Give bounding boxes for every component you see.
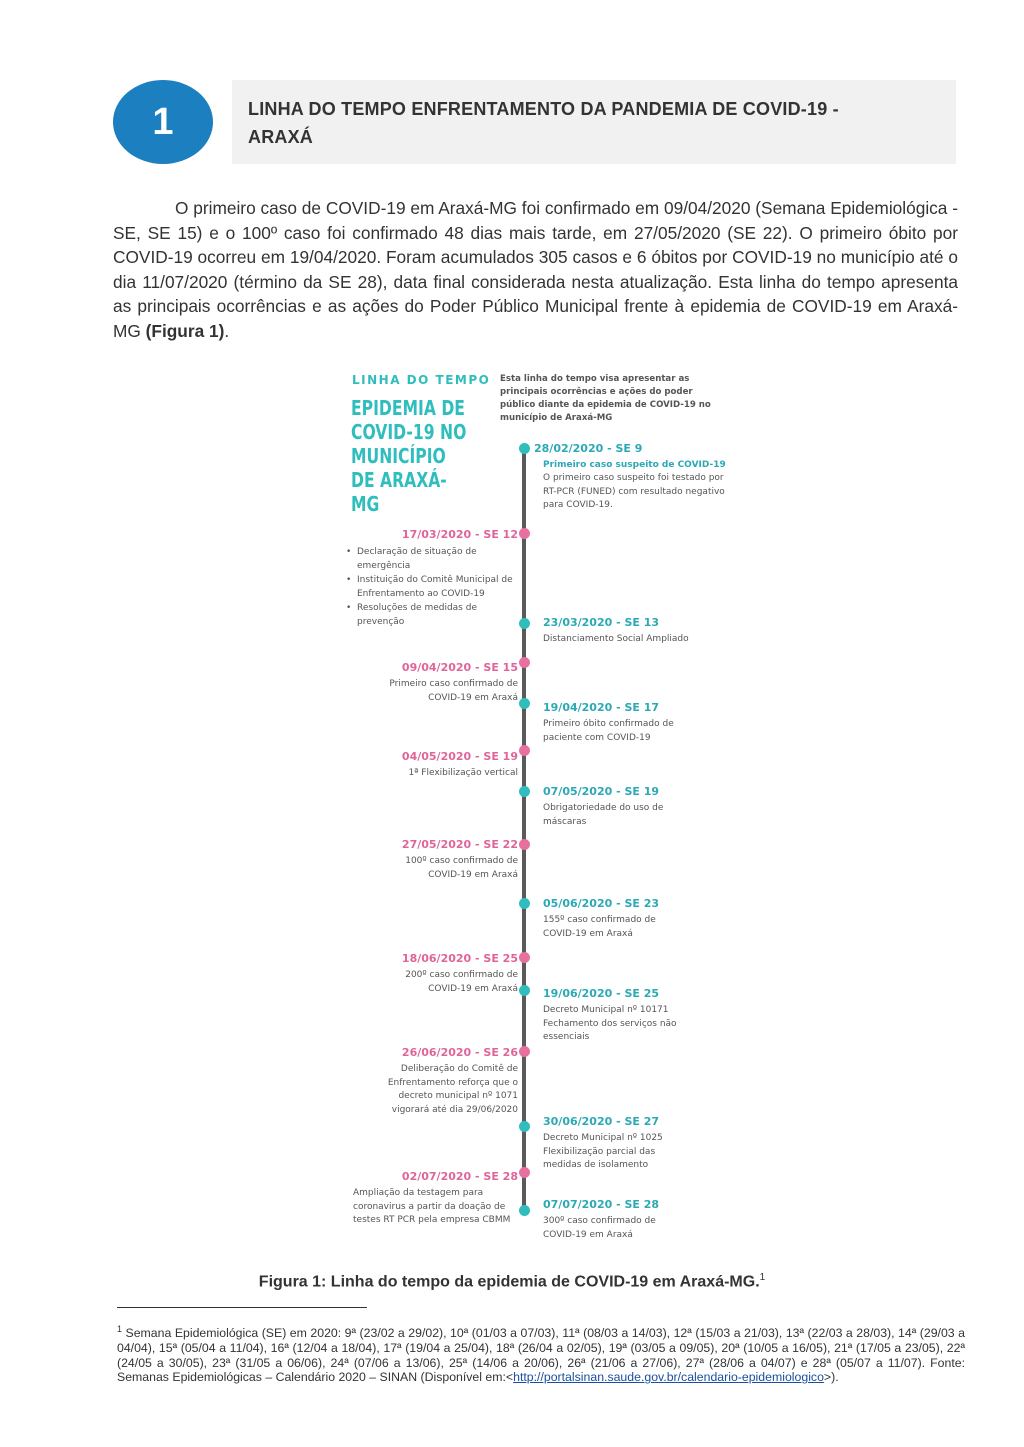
event-date: 27/05/2020 - SE 22: [401, 838, 518, 851]
event-date: 04/05/2020 - SE 19: [401, 750, 518, 763]
timeline-event: [534, 616, 734, 647]
timeline-event: [368, 1046, 518, 1117]
event-bullet: • Declaração de situação de emergência: [343, 545, 518, 573]
timeline-event: [338, 750, 518, 781]
figure-reference: (Figura 1): [145, 320, 225, 341]
event-text: Deliberação do Comitê de Enfrentamento reforça que o decreto municipal nº 1071 vigorará até dia 29/06/2020: [387, 1064, 518, 1115]
timeline-event: [534, 987, 689, 1045]
timeline-dot: [519, 698, 530, 709]
timeline-dot: [519, 528, 530, 539]
event-text: 300º caso confirmado de COVID-19 em Araxá: [543, 1216, 656, 1240]
event-date: 26/06/2020 - SE 26: [401, 1046, 518, 1059]
timeline-event: [534, 897, 674, 941]
event-text: Decreto Municipal nº 1025 Flexibilização parcial das medidas de isolamento: [543, 1133, 663, 1170]
timeline-dot: [519, 618, 530, 629]
event-date: 30/06/2020 - SE 27: [543, 1115, 660, 1128]
figure-caption: [0, 1272, 1024, 1291]
footnote-marker: 1: [759, 1272, 766, 1283]
timeline-dot: [519, 1205, 530, 1216]
event-text: 200º caso confirmado de COVID-19 em Araxá: [405, 970, 518, 994]
intro-paragraph: [113, 196, 958, 344]
event-date: 17/03/2020 - SE 12: [401, 528, 518, 541]
intro-text: O primeiro caso de COVID-19 em Araxá-MG foi confirmado em 09/04/2020 (Semana Epidemiológica - SE, SE 15) e o 100º caso foi confirmado 48 dias mais tarde, em 27/05/2020 (SE 22). O primeiro óbito por COVID-19 ocorreu em 19/04/2020. Foram acumulados 305 casos e 6 óbitos por COVID-19 no município até o dia 11/07/2020 (término da SE 28), data final considerada nesta atualização. Esta linha do tempo apresenta as principais ocorrências e as ações do Poder Público Municipal frente à epidemia de COVID-19 em Araxá-MG: [113, 198, 958, 341]
event-text: O primeiro caso suspeito foi testado por RT-PCR (FUNED) com resultado negativo para COVID-19.: [543, 473, 725, 510]
timeline-event: [388, 952, 518, 996]
timeline-axis: [522, 448, 526, 1212]
timeline-event: [353, 1170, 518, 1228]
footnote: [117, 1322, 965, 1385]
footnote-end: >).: [823, 1370, 839, 1385]
section-title-line2: ARAXÁ: [248, 127, 314, 147]
event-date: 19/06/2020 - SE 25: [543, 987, 660, 1000]
timeline-dot: [519, 1167, 530, 1178]
event-date: 19/04/2020 - SE 17: [543, 701, 660, 714]
timeline-event: [534, 442, 734, 513]
event-text: Primeiro caso confirmado de COVID-19 em Araxá: [389, 679, 518, 703]
caption-text: Figura 1: Linha do tempo da epidemia de COVID-19 em Araxá-MG.: [258, 1273, 760, 1291]
timeline-event: [534, 701, 694, 745]
timeline-event: [388, 838, 518, 882]
timeline-dot: [519, 898, 530, 909]
timeline-dot: [519, 786, 530, 797]
timeline-dot: [519, 657, 530, 668]
event-date: 05/06/2020 - SE 23: [543, 897, 660, 910]
event-text: Obrigatoriedade do uso de máscaras: [543, 803, 664, 827]
timeline-event: [343, 528, 518, 629]
section-title-line1: LINHA DO TEMPO ENFRENTAMENTO DA PANDEMIA DE COVID-19 -: [248, 99, 839, 119]
event-text: Ampliação da testagem para coronavirus a partir da doação de testes RT PCR pela empresa CBMM: [353, 1188, 511, 1225]
event-text: Distanciamento Social Ampliado: [543, 634, 689, 644]
event-date: 18/06/2020 - SE 25: [401, 952, 518, 965]
timeline-dot: [519, 443, 530, 454]
event-text: 155º caso confirmado de COVID-19 em Araxá: [543, 915, 656, 939]
event-bullet: • Instituição do Comitê Municipal de Enfrentamento ao COVID-19: [343, 573, 518, 601]
event-date: 23/03/2020 - SE 13: [543, 616, 660, 629]
timeline-dot: [519, 1121, 530, 1132]
footnote-divider: [117, 1307, 367, 1308]
event-text: Primeiro óbito confirmado de paciente com COVID-19: [543, 719, 674, 743]
timeline-dot: [519, 1046, 530, 1057]
timeline-dot: [519, 985, 530, 996]
intro-end: .: [224, 320, 230, 341]
timeline-kicker: LINHA DO TEMPO: [352, 373, 491, 387]
event-date: 02/07/2020 - SE 28: [401, 1170, 518, 1183]
event-date: 07/07/2020 - SE 28: [543, 1198, 660, 1211]
timeline-event: [368, 661, 518, 705]
section-number-badge: [113, 80, 213, 164]
event-date: 28/02/2020 - SE 9: [534, 442, 643, 455]
event-date: 09/04/2020 - SE 15: [401, 661, 518, 674]
event-text: 1ª Flexibilização vertical: [408, 768, 518, 778]
footnote-text: Semana Epidemiológica (SE) em 2020: 9ª (23/02 a 29/02), 10ª (01/03 a 07/03), 11ª (08/03 a 14/03), 12ª (15/03 a 21/03), 13ª (22/03 a 28/03), 14ª (29/03 a 04/04), 15ª (05/04 a 11/04), 16ª (12/04 a 18/04), 17ª (19/04 a 25/04), 18ª (26/04 a 02/05), 19ª (03/05 a 09/05), 20ª (10/05 a 16/05), 21ª (17/05 a 23/05), 22ª (24/05 a 30/05), 23ª (31/05 a 06/06), 24ª (07/06 a 13/06), 25ª (14/06 a 20/06), 26ª (21/06 a 27/06), 27ª (28/06 a 04/07) e 28ª (05/07 a 11/07). Fonte: Semanas Epidemiológicas – Calendário 2020 – SINAN (Disponível em:<: [117, 1326, 965, 1385]
event-text: 100º caso confirmado de COVID-19 em Araxá: [405, 856, 518, 880]
timeline-dot: [519, 745, 530, 756]
event-bullet: • Resoluções de medidas de prevenção: [343, 601, 518, 629]
timeline-event: [534, 785, 664, 829]
footnote-number: 1: [117, 1324, 123, 1334]
timeline-title: EPIDEMIA DE COVID-19 NO MUNICÍPIO DE ARAXÁ-MG: [351, 396, 467, 516]
event-text: Decreto Municipal nº 10171 Fechamento dos serviços não essenciais: [543, 1005, 677, 1042]
timeline-dot: [519, 839, 530, 850]
section-title: [248, 95, 948, 151]
footnote-link[interactable]: http://portalsinan.saude.gov.br/calendario-epidemiologico: [513, 1370, 824, 1385]
event-subtitle: Primeiro caso suspeito de COVID-19: [543, 460, 726, 470]
timeline-event: [534, 1115, 684, 1173]
timeline-intro: Esta linha do tempo visa apresentar as principais ocorrências e ações do poder público diante da epidemia de COVID-19 no município de Araxá-MG: [500, 374, 711, 423]
section-number: 1: [152, 100, 174, 143]
event-date: 07/05/2020 - SE 19: [543, 785, 660, 798]
timeline-event: [534, 1198, 669, 1242]
event-bullets: [343, 545, 518, 629]
timeline-dot: [519, 952, 530, 963]
